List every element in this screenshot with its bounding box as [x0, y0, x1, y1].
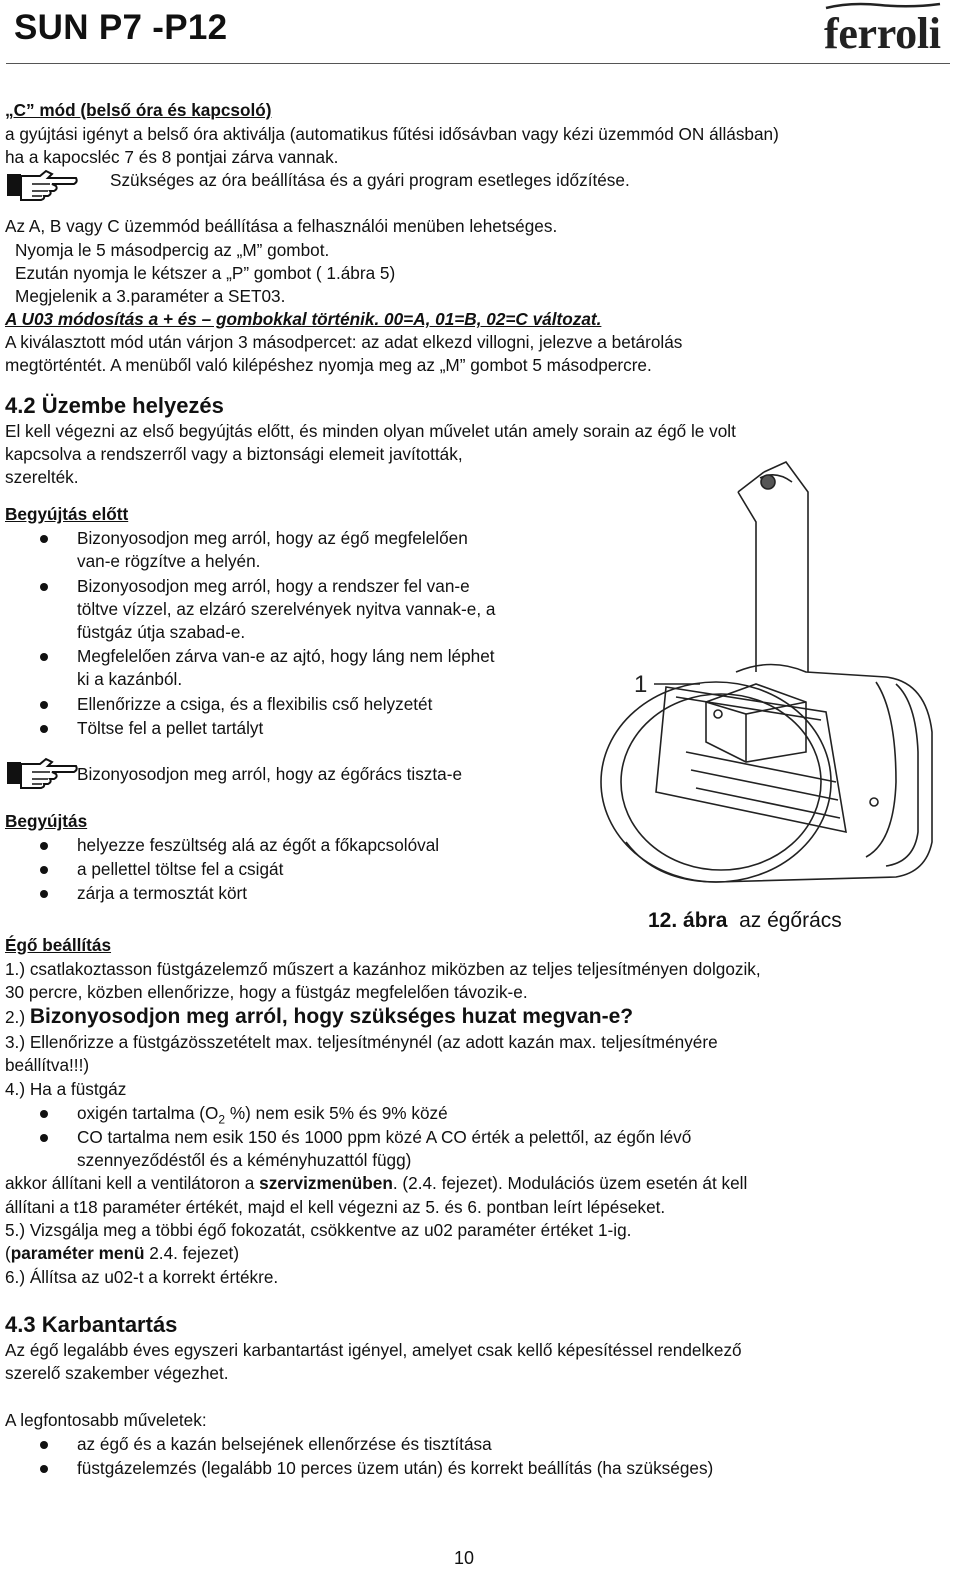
mode-c-line-2: ha a kapocsléc 7 és 8 pontjai zárva vannak. — [5, 147, 339, 167]
header-rule — [6, 63, 950, 64]
step-5b-bold: paraméter menü — [10, 1243, 145, 1263]
sec42-para-1: El kell végezni az első begyújtás előtt, és minden olyan művelet után amely sorain az égő le volt — [5, 421, 736, 441]
bullet — [40, 1441, 48, 1449]
before-item: Bizonyosodjon meg arról, hogy az égő megfelelően — [77, 528, 468, 548]
bullet — [40, 842, 48, 850]
bullet — [40, 1465, 48, 1473]
before-item: füstgáz útja szabad-e. — [77, 622, 246, 642]
page-number: 10 — [454, 1548, 475, 1568]
section-4-2-title: 4.2 Üzembe helyezés — [5, 393, 224, 418]
settings-line-4: Megjelenik a 3.paraméter a SET03. — [15, 286, 286, 306]
oxygen-item — [77, 1103, 448, 1129]
bullet — [40, 866, 48, 874]
pointing-hand-icon — [6, 168, 78, 202]
burner-adjust-heading: Égő beállítás — [5, 935, 112, 955]
before-item: ki a kazánból. — [77, 669, 183, 689]
bullet — [40, 653, 48, 661]
ops-item: az égő és a kazán belsejének ellenőrzése és tisztítása — [77, 1434, 492, 1454]
step-4d: állítani a t18 paraméter értékét, majd el kell végezni az 5. és 6. pontban leírt lépéseket. — [5, 1197, 666, 1217]
o2-pre: oxigén tartalma (O — [77, 1103, 219, 1123]
before-item: töltve vízzel, az elzáró szerelvények nyitva vannak-e, a — [77, 599, 496, 619]
step-4c-pre: akkor állítani kell a ventilátoron a — [5, 1173, 260, 1193]
settings-line-6: A kiválasztott mód után várjon 3 másodpercet: az adat elkezd villogni, jelezve a betárolás — [5, 332, 683, 352]
pointing-hand-icon — [6, 756, 78, 790]
bullet — [40, 1134, 48, 1142]
mode-c-line-1: a gyújtási igényt a belső óra aktiválja (automatikus fűtési idősávban vagy kézi üzemmód ON állásban) — [5, 124, 779, 144]
o2-sub: 2 — [218, 1112, 226, 1127]
before-item: Bizonyosodjon meg arról, hogy a rendszer fel van-e — [77, 576, 470, 596]
settings-line-5: A U03 módosítás a + és – gombokkal történik. 00=A, 01=B, 02=C változat. — [5, 309, 602, 329]
figure-caption — [648, 909, 842, 933]
sec43-para-2: szerelő szakember végezhet. — [5, 1363, 229, 1383]
sec43-para-1: Az égő legalább éves egyszeri karbantartást igényel, amelyet csak kellő képesítéssel rendelkező — [5, 1340, 742, 1360]
step-2 — [5, 1004, 633, 1030]
ignition-item: zárja a termosztát kört — [77, 883, 248, 903]
co-item-1: CO tartalma nem esik 150 és 1000 ppm közé A CO érték a pelettől, az égőn lévő — [77, 1127, 692, 1147]
ignition-item: helyezze feszültség alá az égőt a főkapcsolóval — [77, 835, 440, 855]
step-4c-post: . (2.4. fejezet). Modulációs üzem esetén át kell — [392, 1173, 748, 1193]
before-item: Töltse fel a pellet tartályt — [77, 718, 264, 738]
section-4-3-title: 4.3 Karbantartás — [5, 1312, 178, 1337]
step-1b: 30 percre, közben ellenőrizze, hogy a füstgáz megfelelően távozik-e. — [5, 982, 528, 1002]
bullet — [40, 725, 48, 733]
bullet — [40, 535, 48, 543]
step-3b: beállítva!!!) — [5, 1055, 90, 1075]
burner-grate-figure — [596, 452, 942, 912]
clock-note: Szükséges az óra beállítása és a gyári program esetleges időzítése. — [110, 170, 630, 190]
co-item-2: szennyeződéstől és a kéményhuzattól függ) — [77, 1150, 412, 1170]
document-title: SUN P7 -P12 — [14, 8, 228, 47]
step-5b-pre: ( — [5, 1243, 11, 1263]
bullet — [40, 583, 48, 591]
sec42-para-2: kapcsolva a rendszerről vagy a biztonsági elemeit javították, — [5, 444, 463, 464]
before-ignition-heading: Begyújtás előtt — [5, 504, 129, 524]
sec42-para-3: szerelték. — [5, 467, 79, 487]
step-5b-post: 2.4. fejezet) — [144, 1243, 240, 1263]
step-1a: 1.) csatlakoztasson füstgázelemző műszert a kazánhoz miközben az teljes teljesítményen dolgozik, — [5, 959, 761, 979]
step-2-num: 2.) — [5, 1007, 26, 1027]
grate-clean-note: Bizonyosodjon meg arról, hogy az égőrács tiszta-e — [77, 764, 463, 784]
figure-callout-1: 1 — [634, 671, 648, 698]
settings-line-1: Az A, B vagy C üzemmód beállítása a felhasználói menüben lehetséges. — [5, 216, 558, 236]
step-4: 4.) Ha a füstgáz — [5, 1079, 127, 1099]
bullet — [40, 890, 48, 898]
step-5b — [5, 1243, 239, 1263]
before-item: Ellenőrizze a csiga, és a flexibilis cső helyzetét — [77, 694, 433, 714]
figure-caption-text: az égőrács — [739, 909, 842, 932]
bullet — [40, 1110, 48, 1118]
figure-caption-number: 12. ábra — [648, 909, 728, 932]
o2-post: %) nem esik 5% és 9% közé — [225, 1103, 448, 1123]
settings-line-3: Ezután nyomja le kétszer a „P” gombot ( 1.ábra 5) — [15, 263, 396, 283]
step-4c-bold: szervizmenüben — [259, 1173, 393, 1193]
ferroli-logo — [820, 2, 945, 56]
ops-heading: A legfontosabb műveletek: — [5, 1410, 207, 1430]
before-item: van-e rögzítve a helyén. — [77, 551, 261, 571]
settings-line-2: Nyomja le 5 másodpercig az „M” gombot. — [15, 240, 330, 260]
step-2-text: Bizonyosodjon meg arról, hogy szükséges huzat megvan-e? — [29, 1005, 634, 1028]
ignition-heading: Begyújtás — [5, 811, 88, 831]
step-3a: 3.) Ellenőrizze a füstgázösszetételt max. teljesítménynél (az adott kazán max. teljesítményére — [5, 1032, 718, 1052]
bullet — [40, 701, 48, 709]
brand-text: ferroli — [824, 9, 941, 56]
step-5: 5.) Vizsgálja meg a többi égő fokozatát, csökkentve az u02 paraméter értéket 1-ig. — [5, 1220, 632, 1240]
step-6: 6.) Állítsa az u02-t a korrekt értékre. — [5, 1267, 279, 1287]
before-item: Megfelelően zárva van-e az ajtó, hogy láng nem léphet — [77, 646, 495, 666]
ops-item: füstgázelemzés (legalább 10 perces üzem után) és korrekt beállítás (ha szükséges) — [77, 1458, 714, 1478]
step-4c — [5, 1173, 747, 1193]
mode-c-heading: „C” mód (belső óra és kapcsoló) — [5, 100, 272, 120]
ignition-item: a pellettel töltse fel a csigát — [77, 859, 284, 879]
settings-line-7: megtörténtét. A menüből való kilépéshez nyomja meg az „M” gombot 5 másodpercre. — [5, 355, 652, 375]
